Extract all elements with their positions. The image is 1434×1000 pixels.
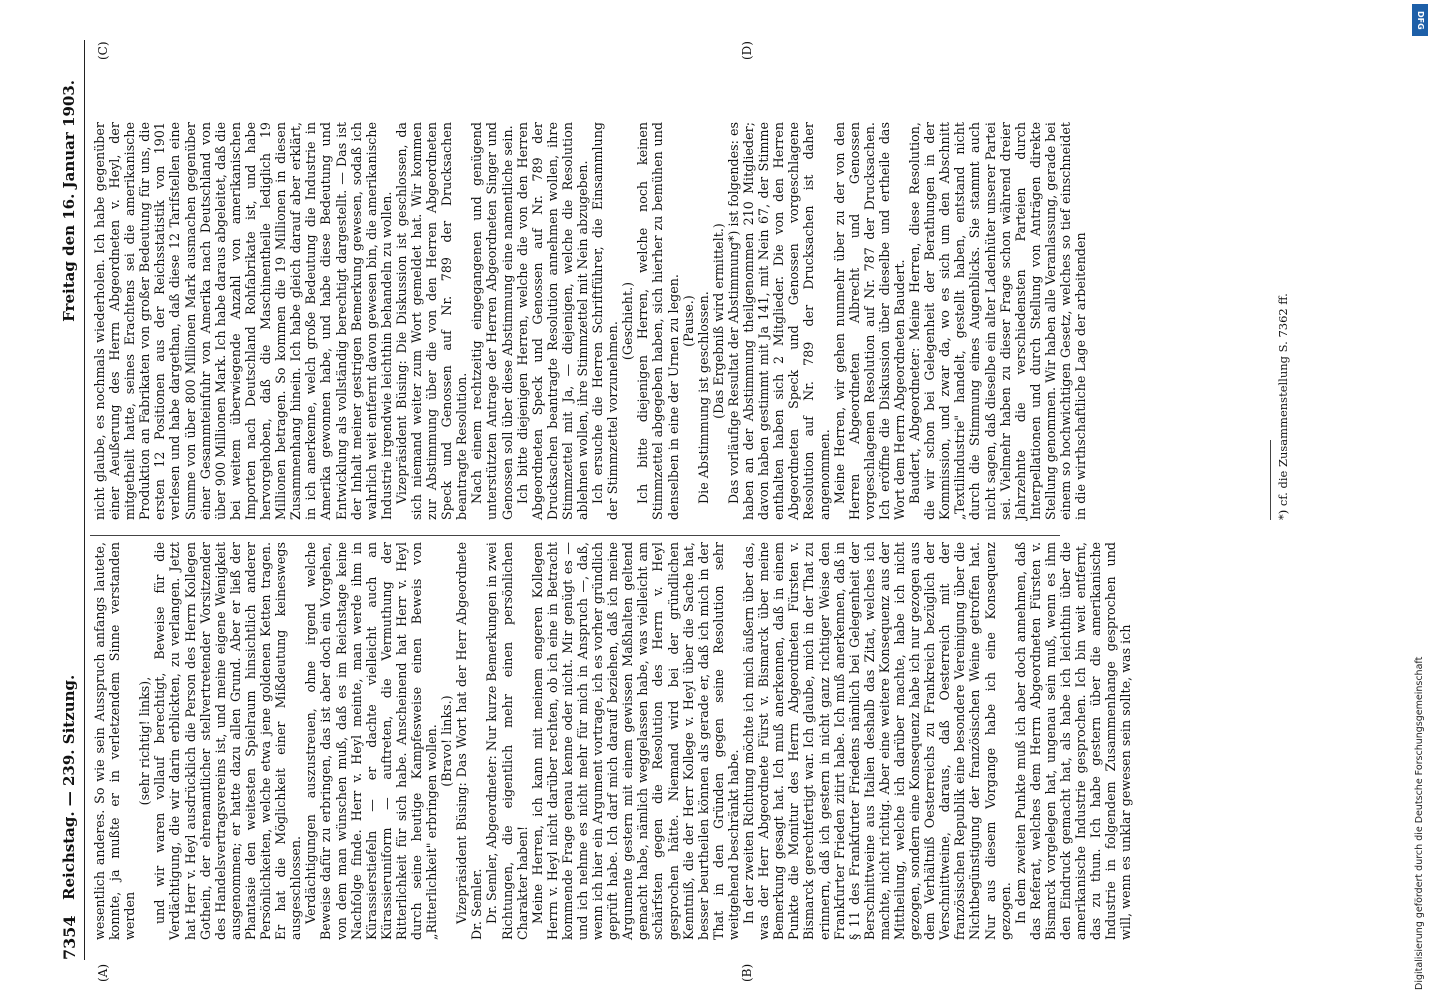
session-date: Freitag den 16. Januar 1903. <box>60 80 78 322</box>
header-rule <box>84 40 85 960</box>
paragraph: Ich bitte diejenigen Herren, welche die von den Herren Abgeordneten Speck und Genossen auf Nr. 789 der Drucksachen beantragte Resolution annehmen wollen, ihre Stimmzettel mit Ja, — diejenigen, welche die Resolution ablehnen wollen, ihre Stimmzettel mit Nein abzugeben. <box>514 122 590 520</box>
paragraph: (Geschieht.) <box>620 281 636 361</box>
paragraph: Meine Herren, ich kann mit meinem engeren Kollegen Herrn v. Heyl nicht darüber rechten, ob ich eine in Betracht kommende Frage genau kenne oder nicht. Mir genügt es — und ich nehme es nicht mehr für mich in Anspruch —, daß, wenn ich hier ein Argument vortrage, ich es vorher gründlich geprüft habe. Ich darf mich darauf beziehen, daß ich meine Argumente gestern mit einem gewissen Maßhalten geltend gemacht habe, nämlich weggelassen habe, was vielleicht am schärfsten gegen die Resolution des Herrn v. Heyl gesprochen hätte. Niemand wird bei der gründlichen Kenntniß, die der Herr Kollege v. Heyl über die Sache hat, besser beurtheilen können als gerade er, daß ich mich in der That in den Gründen gegen seine Resolution sehr weitgehend beschränkt habe. <box>529 542 741 940</box>
paragraph: In dem zweiten Punkte muß ich aber doch annehmen, daß das Referat, welches dem Herrn Abgeordneten Fürsten v. Bismarck vorgelegen hat, ungenau sein muß, wenn es ihm den Eindruck gemacht hat, als habe ich leichthin über die amerikanische Industrie gesprochen. Ich bin weit entfernt, das zu thun. Ich habe gestern über die amerikanische Industrie in folgendem Zusammenhange gesprochen und will, wenn es unklar gewesen sein sollte, was ich <box>1012 542 1134 940</box>
margin-mark-c: (C) <box>96 41 110 60</box>
right-column <box>92 122 1088 520</box>
paragraph: Verdächtigungen auszustreuen, ohne irgend welche Beweise dafür zu erbringen, das ist aber doch ein Vorgehen, von dem man wünschen muß, daß es im Reichstage keine Nachfolge finde. Herr v. Heyl meinte, man werde ihm in Kürassierstiefeln — er dachte vielleicht auch an Kürassieruniform — auftreten, die Vermuthung der Ritterlichkeit für sich habe. Anscheinend hat Herr v. Heyl durch seine heutige Kampfesweise einen Beweis von „Ritterlichkeit" erbringen wollen. <box>303 542 440 940</box>
paragraph: Vizepräsident Büsing: Die Diskussion ist geschlossen, da sich niemand weiter zum Wort gemeldet hat. Wir kommen zur Abstimmung über die von den Herren Abgeordneten Speck und Genossen auf Nr. 789 der Drucksachen beantragte Resolution. <box>393 122 470 520</box>
paragraph: Baudert, Abgeordneter: Meine Herren, diese Resolution, die wir schon bei Gelegenheit der Berathungen in der Kommission, und zwar da, wo es sich um den Abschnitt „Textilindustrie" handelt, gestellt haben, entstand nicht durch die Stimmung eines Augenblicks. Sie stammt auch nicht sagen, daß dieselbe ein alter Ladenhüter unserer Partei sei. Vielmehr haben zu dieser Frage schon während dreier Jahrzehnte die verschiedensten Parteien durch Interpellationen und durch Stellung von Anträgen direkte Stellung genommen. Wir haben alle Veranlassung, gerade bei einem so hochwichtigen Gesetz, welches so tief einschneidet in die wirthschaftliche Lage der arbeitenden <box>907 122 1089 520</box>
paragraph: Nach einem rechtzeitig eingegangenen und genügend unterstützten Antrage der Herren Abgeordneten Singer und Genossen soll über diese Abstimmung eine namentliche sein. <box>469 122 515 520</box>
paragraph: wesentlich anderes. So wie sein Ausspruch anfangs lautete, konnte, ja mußte er in verletzendem Sinne verstanden werden <box>92 542 138 940</box>
digitization-credit <box>1400 0 1434 1000</box>
paragraph: Vizepräsident Büsing: Das Wort hat der Herr Abgeordnete Dr. Semler. <box>454 542 485 940</box>
dfg-logo: DFG <box>1412 4 1428 36</box>
paragraph: Ich ersuche die Herren Schriftführer, die Einsammlung der Stimmzettel vorzunehmen. <box>590 122 621 520</box>
paragraph: Ich bitte diejenigen Herren, welche noch keinen Stimmzettel abgegeben haben, sich hierher zu bemühen und denselben in eine der Urnen zu legen. <box>635 122 681 520</box>
left-column <box>92 542 1133 940</box>
paragraph: Das vorläufige Resultat der Abstimmung*) ist folgendes: es haben an der Abstimmung theilgenommen 210 Mitglieder; davon haben gestimmt mit Ja 141, mit Nein 67, der Stimme enthalten haben sich 2 Mitglieder. Die von den Herren Abgeordneten Speck und Genossen vorgeschlagene Resolution auf Nr. 789 der Drucksachen ist daher angenommen. <box>725 122 832 520</box>
running-title: Reichstag. — 239. Sitzung. <box>60 674 78 900</box>
paragraph: nicht glaube, es nochmals wiederholen. Ich habe gegenüber einer Aeußerung des Herrn Abgeordneten v. Heyl, der mitgetheilt hatte, seines Erachtens sei die amerikanische Produktion an Fabrikaten von großer Bedeutung für uns, die ersten 12 Positionen aus der Reichsstatistik von 1901 verlesen und habe dargethan, daß diese 12 Tarifstellen eine Summe von über 800 Millionen Mark ausmachen gegenüber einer Gesammteinfuhr von Amerika nach Deutschland von über 900 Millionen Mark. Ich habe daraus abgeleitet, daß die bei weitem überwiegende Anzahl von amerikanischen Importen nach Deutschland Rohfabrikate ist, und habe hervorgehoben, daß die Maschinentheile lediglich 19 Millionen betragen. So kommen die 19 Millionen in diesen Zusammenhang hinein. Ich habe gleich darauf aber erklärt, in ich anerkenne, welch große Bedeutung die Industrie in Amerika gewonnen habe, und habe diese Bedeutung und Entwicklung als vollständig berechtigt dargestellt. — Das ist der Inhalt meiner gestrigen Bemerkung gewesen, sodaß ich wahrlich weit entfernt davon gewesen bin, die amerikanische Industrie irgendwie leichthin behandeln zu wollen. <box>92 122 394 520</box>
footnote: *) cf. die Zusammenstellung S. 7362 ff. <box>1276 293 1290 520</box>
paragraph: (Das Ergebniß wird ermittelt.) <box>710 223 726 419</box>
margin-mark-d: (D) <box>740 41 754 60</box>
page-header <box>58 40 84 960</box>
paragraph: (Pause.) <box>680 295 696 347</box>
footnote-rule <box>1270 440 1271 520</box>
paragraph: (sehr richtig! links), <box>137 676 153 806</box>
page-number: 7354 <box>60 915 79 960</box>
margin-mark-b: (B) <box>740 963 754 982</box>
column-divider <box>90 535 1060 536</box>
margin-mark-a: (A) <box>96 963 110 982</box>
paragraph: Die Abstimmung ist geschlossen. <box>695 291 711 504</box>
paragraph: und wir waren vollauf berechtigt, Beweise für die Verdächtigung, die wir darin erblickten, zu verlangen. Jetzt hat Herr v. Heyl ausdrücklich die Person des Herrn Kollegen Gothein, der ehrenamtlicher stellvertretender Vorsitzender des Handelsvertragsvereins ist, und meine eigene Wenigkeit ausgenommen; er hatte dazu allen Grund. Aber er ließ der Phantasie den weitesten Spielraum hinsichtlich anderer Persönlichkeiten, welche etwa jene goldenen Ketten tragen. Er hat die Möglichkeit einer Mißdeutung keineswegs ausgeschlossen. <box>152 542 304 940</box>
paragraph: Dr. Semler, Abgeordneter: Nur kurze Bemerkungen in zwei Richtungen, die eigentlich mehr einen persönlichen Charakter haben! <box>484 542 530 940</box>
credit-text: Digitalisierung gefördert durch die Deutsche Forschungsgemeinschaft <box>1414 656 1425 990</box>
paragraph: (Bravo! links.) <box>439 695 455 787</box>
paragraph: Meine Herren, wir gehen nunmehr über zu der von den Herren Abgeordneten Albrecht und Genossen vorgeschlagenen Resolution auf Nr. 787 der Drucksachen. Ich eröffne die Diskussion über dieselbe und ertheile das Wort dem Herrn Abgeordneten Baudert. <box>831 122 907 520</box>
paragraph: In der zweiten Richtung möchte ich mich äußern über das, was der Herr Abgeordnete Fürst v. Bismarck über meine Bemerkung gesagt hat. Ich muß anerkennen, daß in einem Punkte die Monitur des Herrn Abgeordneten Fürsten v. Bismarck gerechtfertigt war. Ich glaube, mich in der That zu erinnern, daß ich gestern in nicht ganz richtiger Weise den Frankfurter Frieden zitirt habe. Ich muß anerkennen, daß in § 11 des Frankfurter Friedens nämlich bei Gelegenheit der Berschnittweine aus Italien deshalb das Zitat, welches ich machte, nicht richtig. Aber eine weitere Konsequenz aus der Mittheilung, welche ich darüber machte, habe ich nicht gezogen, sondern eine Konsequenz habe ich nur gezogen aus dem Verhältniß Oesterreichs zu Frankreich bezüglich der Verschnittweine, daraus, daß Oesterreich mit der französischen Republik eine besondere Vereinigung über die Nichtbegünstigung der französischen Weine getroffen hat. Nur aus diesem Vorgange habe ich eine Konsequenz gezogen. <box>741 542 1013 940</box>
